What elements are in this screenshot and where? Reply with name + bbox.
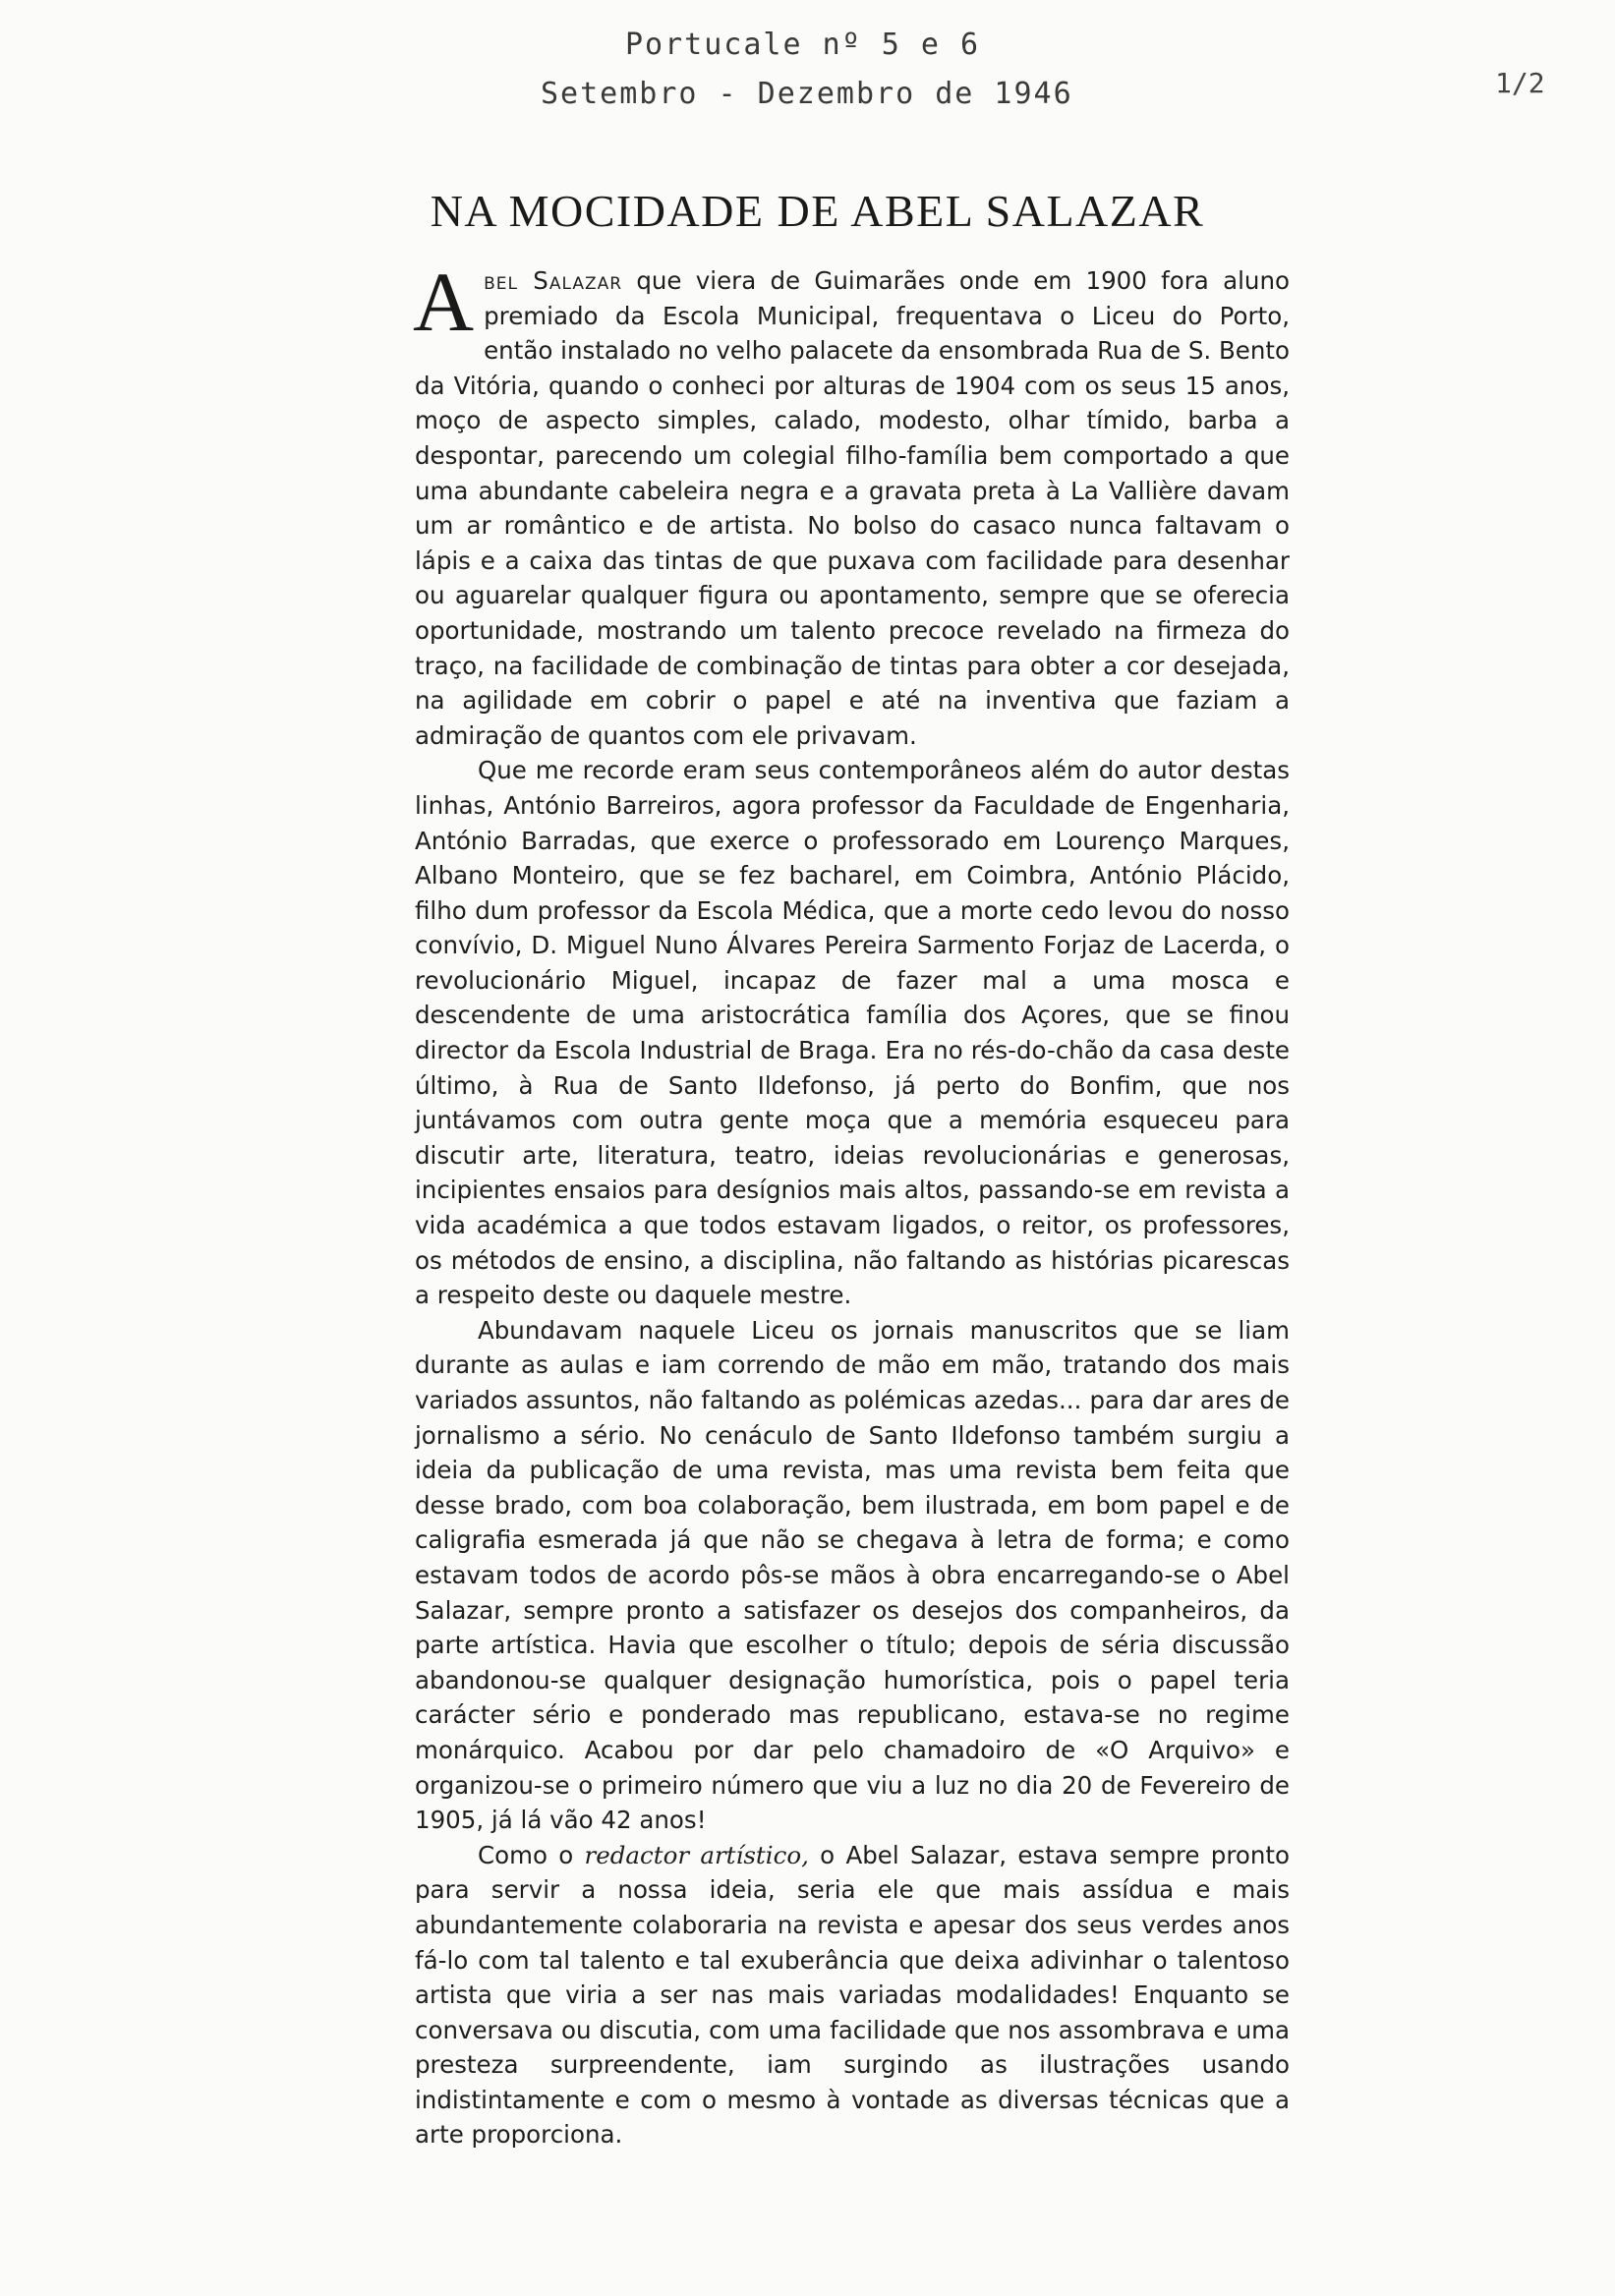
paragraph-3: Abundavam naquele Liceu os jornais manuscritos que se liam durante as aulas e iam correndo de mão em mão, tratando dos mais variados assuntos, não faltando as polémicas azedas... para dar ares de jornalismo a sério. No cenáculo de Santo Ildefonso também surgiu a ideia da publicação de uma revista, mas uma revista bem feita que desse brado, com boa colaboração, bem ilustrada, em bom papel e de caligrafia esmerada já que não se chegava à letra de forma; e como estavam todos de acordo pôs-se mãos à obra encarregando-se o Abel Salazar, sempre pronto a satisfazer os desejos dos companheiros, da parte artística. Havia que escolher o título; depois de séria discussão abandonou-se qualquer designação humorística, pois o papel teria carácter sério e ponderado mas republicano, estava-se no regime monárquico. Acabou por dar pelo chamadoiro de «O Arquivo» e organizou-se o primeiro número que viu a luz no dia 20 de Fevereiro de 1905, já lá vão 42 anos! — [415, 1315, 1290, 1835]
publication-line: Portucale nº 5 e 6 — [625, 28, 981, 62]
paragraph-2: Que me recorde eram seus contemporâneos além do autor destas linhas, António Barreiros, agora professor da Faculdade de Engenharia, António Barradas, que exerce o professorado em Lourenço Marques, Albano Monteiro, que se fez bacharel, em Coimbra, António Plácido, filho dum professor da Escola Médica, que a morte cedo levou do nosso convívio, D. Miguel Nuno Álvares Pereira Sarmento Forjaz de Lacerda, o revolucionário Miguel, incapaz de fazer mal a uma mosca e descendente de uma aristocrática família dos Açores, que se finou director da Escola Industrial de Braga. Era no rés-do-chão da casa deste último, à Rua de Santo Ildefonso, já perto do Bonfim, que nos juntávamos com outra gente moça que a memória esqueceu para discutir arte, literatura, teatro, ideias revolucionárias e generosas, incipientes ensaios para desígnios mais altos, passando-se em revista a vida académica a que todos estavam ligados, o reitor, os professores, os métodos de ensino, a disciplina, não faltando as histórias picarescas a respeito deste ou daquele mestre. — [415, 756, 1290, 1310]
drop-cap: A — [413, 255, 475, 349]
article-title: NA MOCIDADE DE ABEL SALAZAR — [430, 186, 1205, 236]
author-name-smallcaps: bel Salazar — [484, 266, 623, 295]
italic-phrase: redactor artístico, — [584, 1840, 809, 1869]
article-body — [413, 255, 1290, 2152]
date-line: Setembro - Dezembro de 1946 — [541, 77, 1073, 111]
paragraph-1 — [413, 255, 1290, 753]
paragraph-text: que viera de Guimarães onde em 1900 fora aluno premiado da Escola Municipal, frequentava o Liceu do Porto, então instalado no velho palacete da ensombrada Rua de S. Bento da Vitória, quando o conheci por alturas de 1904 com os seus 15 anos, moço de aspecto simples, calado, modesto, olhar tímido, barba a despontar, parecendo um colegial filho-família bem comportado a que uma abundante cabeleira negra e a gravata preta à La Vallière davam um ar romântico e de artista. No bolso do casaco nunca faltavam o lápis e a caixa das tintas de que puxava com facilidade para desenhar ou aguarelar qualquer figura ou apontamento, sempre que se oferecia oportunidade, mostrando um talento precoce revelado na firmeza do traço, na facilidade de combinação de tintas para obter a cor desejada, na agilidade em cobrir o papel e até na inventiva que faziam a admiração de quantos com ele privavam. — [415, 266, 1290, 750]
page-number: 1/2 — [1495, 67, 1545, 99]
paragraph-4 — [415, 1838, 1290, 2152]
paragraph-lead: Como o — [478, 1840, 585, 1869]
paragraph-text: o Abel Salazar, estava sempre pronto para servir a nossa ideia, seria ele que mais assídua e mais abundantemente colaboraria na revista e apesar dos seus verdes anos fá-lo com tal talento e tal exuberância que deixa adivinhar o talentoso artista que viria a ser nas mais variadas modalidades! Enquanto se conversava ou discutia, com uma facilidade que nos assombrava e uma presteza surpreendente, iam surgindo as ilustrações usando indistintamente e com o mesmo à vontade as diversas técnicas que a arte proporciona. — [415, 1840, 1290, 2150]
